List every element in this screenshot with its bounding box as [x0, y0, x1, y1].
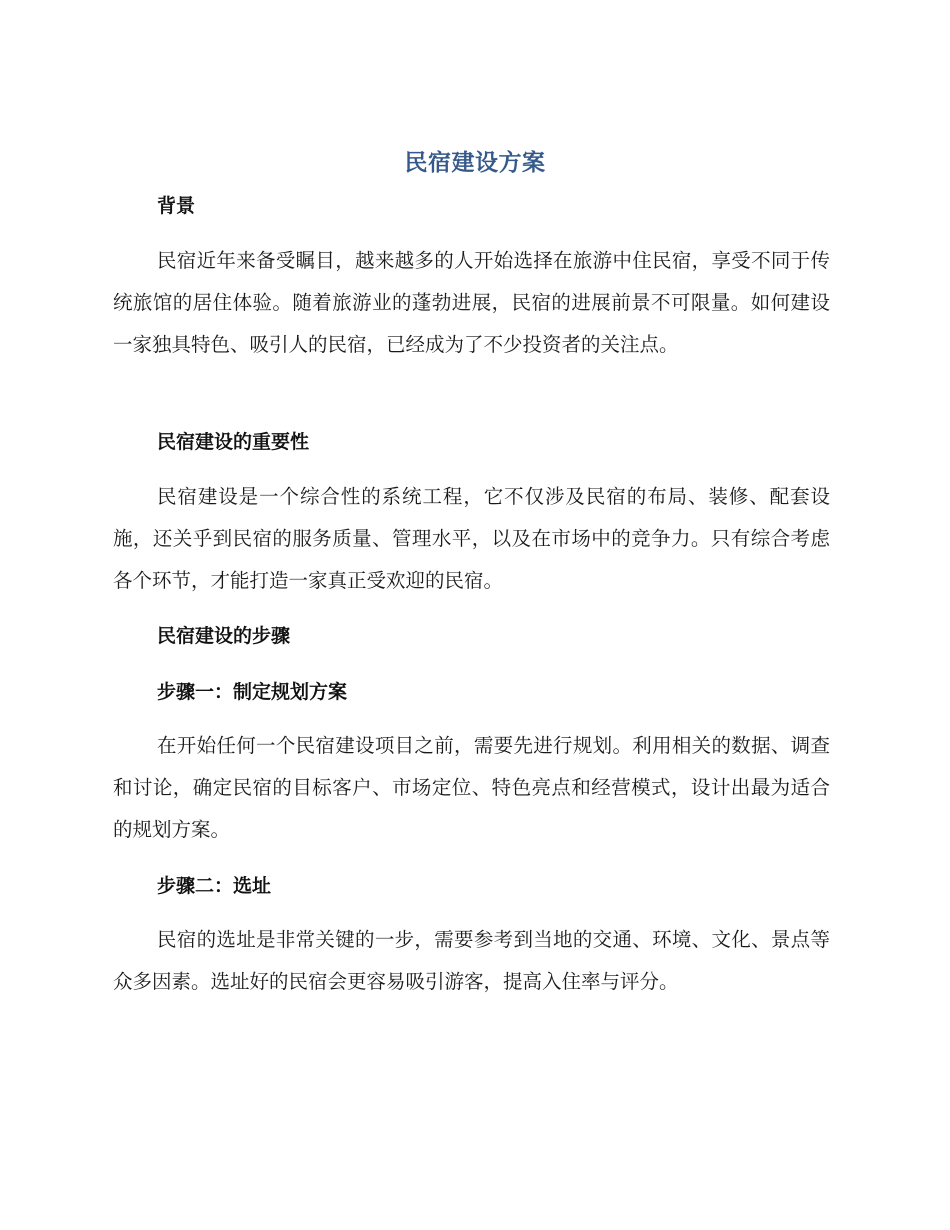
section-paragraph-importance: 民宿建设是一个综合性的系统工程，它不仅涉及民宿的布局、装修、配套设施，还关乎到民宿的服务质量、管理水平，以及在市场中的竞争力。只有综合考虑各个环节，才能打造一家真正受欢迎的民宿。	[113, 485, 830, 592]
section-paragraph-step-one: 在开始任何一个民宿建设项目之前，需要先进行规划。利用相关的数据、调查和讨论，确定民宿的目标客户、市场定位、特色亮点和经营模式，设计出最为适合的规划方案。	[113, 734, 830, 841]
section-paragraph-step-two: 民宿的选址是非常关键的一步，需要参考到当地的交通、环境、文化、景点等众多因素。选址好的民宿会更容易吸引游客，提高入住率与评分。	[113, 928, 830, 993]
section-heading-steps: 民宿建设的步骤	[157, 625, 291, 647]
section-heading-importance: 民宿建设的重要性	[157, 431, 310, 453]
section-heading-step-one: 步骤一：制定规划方案	[157, 681, 348, 703]
section-paragraph-background: 民宿近年来备受瞩目，越来越多的人开始选择在旅游中住民宿，享受不同于传统旅馆的居住体验。随着旅游业的蓬勃进展，民宿的进展前景不可限量。如何建设一家独具特色、吸引人的民宿，已经成为了不少投资者的关注点。	[113, 249, 830, 356]
section-heading-step-two: 步骤二：选址	[157, 875, 272, 897]
document-title: 民宿建设方案	[404, 150, 546, 176]
section-heading-background: 背景	[157, 195, 196, 217]
